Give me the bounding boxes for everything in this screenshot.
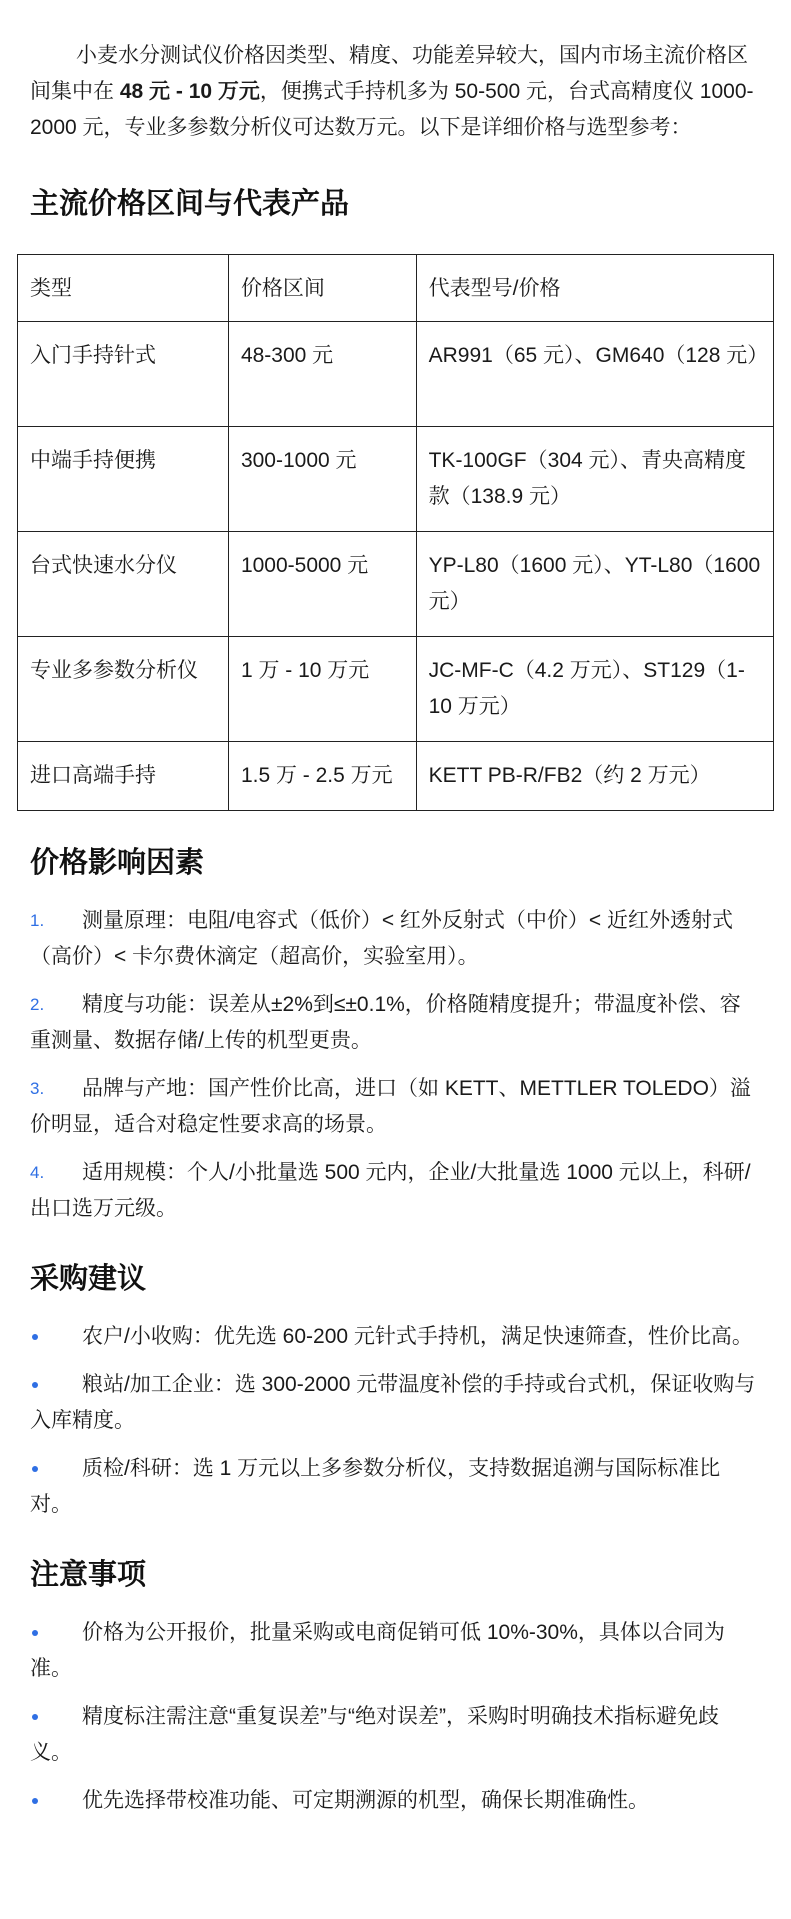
cell-type: 台式快速水分仪 xyxy=(18,532,229,637)
list-item xyxy=(30,1367,760,1439)
factors-section-title: 价格影响因素 xyxy=(30,847,205,879)
notes-section-title: 注意事项 xyxy=(30,1559,147,1591)
list-number: 4. xyxy=(30,1163,45,1182)
list-item-text: 精度标注需注意“重复误差”与“绝对误差”，采购时明确技术指标避免歧义。 xyxy=(30,1705,719,1764)
bullet-icon xyxy=(32,1714,38,1720)
price-table xyxy=(17,254,774,811)
list-item xyxy=(30,1071,760,1143)
list-item-text: 精度与功能：误差从±2%到≤±0.1%，价格随精度提升；带温度补偿、容重测量、数据存储/上传的机型更贵。 xyxy=(30,993,741,1052)
list-number: 1. xyxy=(30,911,45,930)
bullet-icon xyxy=(32,1466,38,1472)
header-price-range: 价格区间 xyxy=(228,255,416,322)
cell-type: 入门手持针式 xyxy=(18,322,229,427)
list-item xyxy=(30,1615,760,1687)
table-row xyxy=(18,637,774,742)
list-item xyxy=(30,1699,760,1771)
cell-price: 1 万 - 10 万元 xyxy=(228,637,416,742)
cell-price: 1000-5000 元 xyxy=(228,532,416,637)
intro-price-range: 48 元 - 10 万元 xyxy=(119,80,260,103)
cell-models: KETT PB-R/FB2（约 2 万元） xyxy=(416,742,773,811)
list-item xyxy=(30,1451,760,1523)
list-item-text: 价格为公开报价，批量采购或电商促销可低 10%-30%，具体以合同为准。 xyxy=(30,1621,725,1680)
header-models: 代表型号/价格 xyxy=(416,255,773,322)
table-row xyxy=(18,322,774,427)
bullet-icon xyxy=(32,1382,38,1388)
list-item-text: 测量原理：电阻/电容式（低价）< 红外反射式（中价）< 近红外透射式（高价）< 卡尔费休滴定（超高价，实验室用）。 xyxy=(30,909,734,968)
list-number: 3. xyxy=(30,1079,45,1098)
list-item-text: 适用规模：个人/小批量选 500 元内，企业/大批量选 1000 元以上，科研/出口选万元级。 xyxy=(30,1161,751,1220)
list-item xyxy=(30,1783,760,1819)
cell-models: AR991（65 元）、GM640（128 元） xyxy=(416,322,773,427)
bullet-icon xyxy=(32,1630,38,1636)
intro-paragraph xyxy=(30,38,760,146)
cell-type: 中端手持便携 xyxy=(18,427,229,532)
cell-price: 1.5 万 - 2.5 万元 xyxy=(228,742,416,811)
cell-price: 300-1000 元 xyxy=(228,427,416,532)
list-item-text: 质检/科研：选 1 万元以上多参数分析仪，支持数据追溯与国际标准比对。 xyxy=(30,1457,721,1516)
intro-text-2: ，便携式手持机多为 50-500 元，台式高精度仪 1000-2000 元，专业多参数分析仪可达数万元。以下是详细价格与选型参考： xyxy=(30,80,754,139)
list-item-text: 粮站/加工企业：选 300-2000 元带温度补偿的手持或台式机，保证收购与入库精度。 xyxy=(30,1373,756,1432)
bullet-icon xyxy=(32,1798,38,1804)
notes-list xyxy=(30,1615,773,1819)
list-item-text: 品牌与产地：国产性价比高，进口（如 KETT、METTLER TOLEDO）溢价明显，适合对稳定性要求高的场景。 xyxy=(30,1077,751,1136)
list-item xyxy=(30,903,760,975)
factors-list xyxy=(30,903,773,1227)
cell-models: YP-L80（1600 元）、YT-L80（1600 元） xyxy=(416,532,773,637)
price-section-title: 主流价格区间与代表产品 xyxy=(30,188,350,220)
table-row xyxy=(18,742,774,811)
list-item-text: 优先选择带校准功能、可定期溯源的机型，确保长期准确性。 xyxy=(82,1789,649,1812)
list-item xyxy=(30,1155,760,1227)
list-number: 2. xyxy=(30,995,45,1014)
purchase-advice-title: 采购建议 xyxy=(30,1263,147,1295)
table-row xyxy=(18,427,774,532)
bullet-icon xyxy=(32,1334,38,1340)
list-item-text: 农户/小收购：优先选 60-200 元针式手持机，满足快速筛查，性价比高。 xyxy=(82,1325,753,1348)
purchase-advice-list xyxy=(30,1319,773,1523)
list-item xyxy=(30,987,760,1059)
cell-type: 专业多参数分析仪 xyxy=(18,637,229,742)
intro-text-1: 小麦水分测试仪价格因类型、精度、功能差异较大，国内市场主流价格区间集中在 xyxy=(30,44,748,103)
cell-models: TK-100GF（304 元）、青央高精度款（138.9 元） xyxy=(416,427,773,532)
table-header-row xyxy=(18,255,774,322)
cell-models: JC-MF-C（4.2 万元）、ST129（1-10 万元） xyxy=(416,637,773,742)
cell-price: 48-300 元 xyxy=(228,322,416,427)
list-item xyxy=(30,1319,760,1355)
cell-type: 进口高端手持 xyxy=(18,742,229,811)
table-row xyxy=(18,532,774,637)
header-type: 类型 xyxy=(18,255,229,322)
